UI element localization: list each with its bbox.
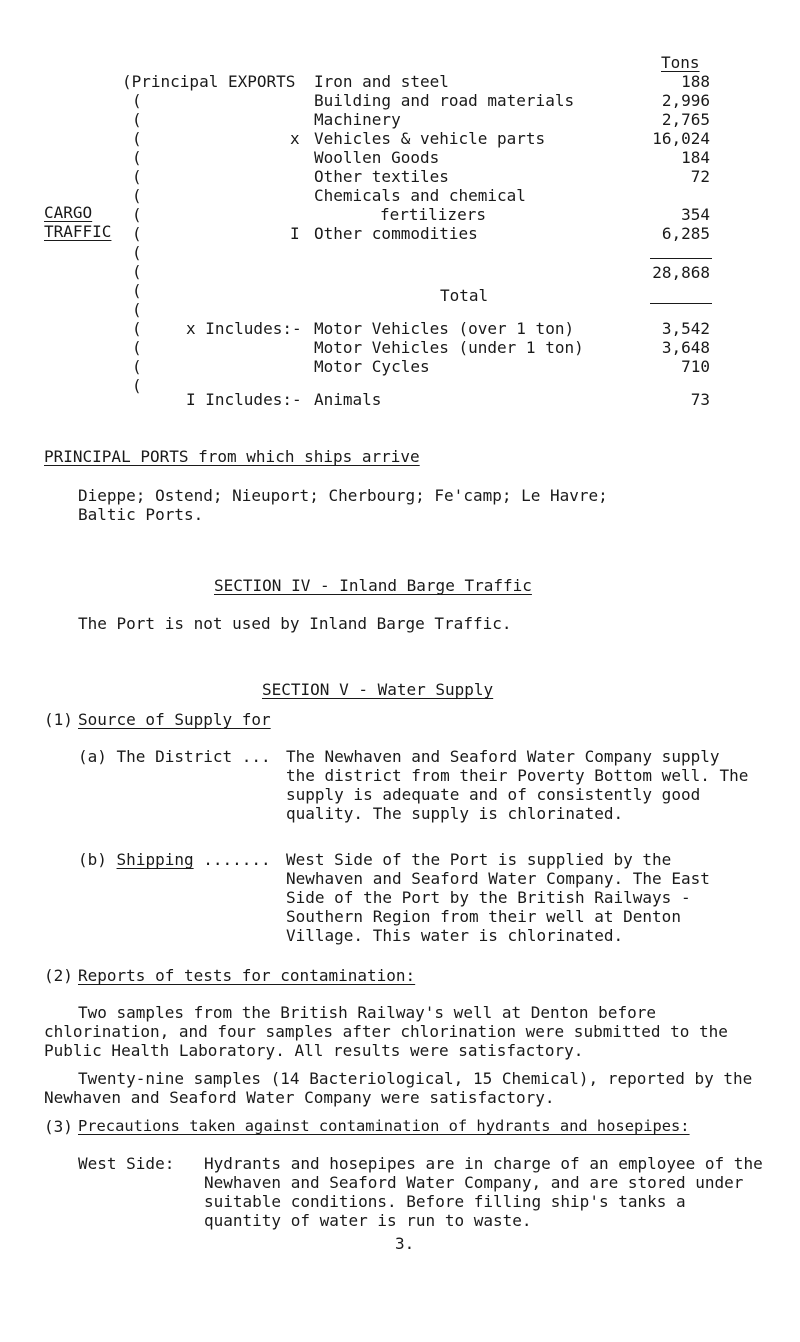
commodity-name: Woollen Goods <box>314 148 440 167</box>
section-iv-heading: SECTION IV - Inland Barge Traffic <box>214 576 532 595</box>
paren: ( <box>132 167 142 186</box>
commodity-value: 6,285 <box>661 224 710 243</box>
includes-x-item: Motor Vehicles (under 1 ton) <box>314 338 584 357</box>
footnote-mark-x: x <box>290 129 300 148</box>
paren: ( <box>132 376 142 395</box>
shipping-text: West Side of the Port is supplied by the Newhaven and Seaford Water Company. The East Side of the Port by the British Railways - Southern Region from their well at Denton Village. This water is chlorinated. <box>286 850 710 945</box>
commodity-value: 354 <box>681 205 710 224</box>
commodity-name: Iron and steel <box>314 72 449 91</box>
district-text: The Newhaven and Seaford Water Company supply the district from their Poverty Bottom well. The supply is adequate and of consistently good quality. The supply is chlorinated. <box>286 747 749 823</box>
tons-header: Tons <box>661 53 700 72</box>
commodity-name: Chemicals and chemical <box>314 186 526 205</box>
commodity-name: Building and road materials <box>314 91 575 110</box>
commodity-value: 2,765 <box>661 110 710 129</box>
section-v-heading: SECTION V - Water Supply <box>262 680 494 699</box>
exports-label: (Principal EXPORTS <box>122 72 296 91</box>
includes-x-item: Motor Cycles <box>314 357 430 376</box>
paren: ( <box>132 319 142 338</box>
shipping-dots: ....... <box>203 850 271 869</box>
precautions-heading: Precautions taken against contamination of hydrants and hosepipes: <box>78 1117 690 1135</box>
reports-para-2: Twenty-nine samples (14 Bacteriological, 15 Chemical), reported by the Newhaven and Seaford Water Company were satisfactory. <box>44 1069 753 1107</box>
shipping-label <box>78 850 271 869</box>
page-number: 3. <box>395 1234 415 1253</box>
paren: ( <box>132 129 142 148</box>
paren: ( <box>132 148 142 167</box>
paren: ( <box>132 262 142 281</box>
total-rule <box>650 303 712 304</box>
west-side-label: West Side: <box>78 1154 175 1173</box>
paren: ( <box>132 186 142 205</box>
source-heading: Source of Supply for <box>78 710 271 729</box>
commodity-name: Vehicles & vehicle parts <box>314 129 546 148</box>
paren: ( <box>132 338 142 357</box>
includes-x-value: 3,648 <box>661 338 710 357</box>
commodity-value: 2,996 <box>661 91 710 110</box>
includes-x-value: 3,542 <box>661 319 710 338</box>
reports-heading: Reports of tests for contamination: <box>78 966 416 985</box>
total-label: Total <box>440 286 489 305</box>
total-value: 28,868 <box>652 263 710 282</box>
paren: ( <box>132 357 142 376</box>
commodity-value: 72 <box>690 167 710 186</box>
paren: ( <box>132 91 142 110</box>
paren: ( <box>132 243 142 262</box>
shipping-prefix: (b) <box>78 850 107 869</box>
includes-i-item: Animals <box>314 390 382 409</box>
ports-heading: PRINCIPAL PORTS from which ships arrive <box>44 447 420 466</box>
includes-i-value: 73 <box>690 390 710 409</box>
ports-line-1: Dieppe; Ostend; Nieuport; Cherbourg; Fe'camp; Le Havre; <box>78 486 608 505</box>
commodity-value: 16,024 <box>652 129 710 148</box>
footnote-mark-i: I <box>290 224 300 243</box>
section-iv-text: The Port is not used by Inland Barge Traffic. <box>78 614 512 633</box>
commodity-name: fertilizers <box>380 205 486 224</box>
includes-x-value: 710 <box>681 357 710 376</box>
item-2-number: (2) <box>44 966 73 985</box>
commodity-name: Other textiles <box>314 167 449 186</box>
west-side-text: Hydrants and hosepipes are in charge of an employee of the Newhaven and Seaford Water Company, and are stored under suitable conditions. Before filling ship's tanks a quantity of water is run to waste. <box>204 1154 763 1230</box>
commodity-value: 188 <box>681 72 710 91</box>
ports-line-2: Baltic Ports. <box>78 505 204 524</box>
paren: ( <box>132 224 142 243</box>
traffic-label: TRAFFIC <box>44 222 112 241</box>
paren: ( <box>132 281 142 300</box>
reports-para-1: Two samples from the British Railway's well at Denton before chlorination, and four samples after chlorination were submitted to the Public Health Laboratory. All results were satisfactory. <box>44 1003 728 1060</box>
includes-i-label: I Includes:- <box>186 390 302 409</box>
district-label: (a) The District ... <box>78 747 271 766</box>
commodity-value: 184 <box>681 148 710 167</box>
commodity-name: Other commodities <box>314 224 478 243</box>
item-3-number: (3) <box>44 1117 73 1136</box>
includes-x-item: Motor Vehicles (over 1 ton) <box>314 319 575 338</box>
commodity-name: Machinery <box>314 110 401 129</box>
shipping-word: Shipping <box>116 850 194 869</box>
item-1-number: (1) <box>44 710 73 729</box>
paren: ( <box>132 300 142 319</box>
subtotal-rule <box>650 258 712 259</box>
cargo-label: CARGO <box>44 203 93 222</box>
includes-x-label: x Includes:- <box>186 319 302 338</box>
paren: ( <box>132 110 142 129</box>
paren: ( <box>132 205 142 224</box>
